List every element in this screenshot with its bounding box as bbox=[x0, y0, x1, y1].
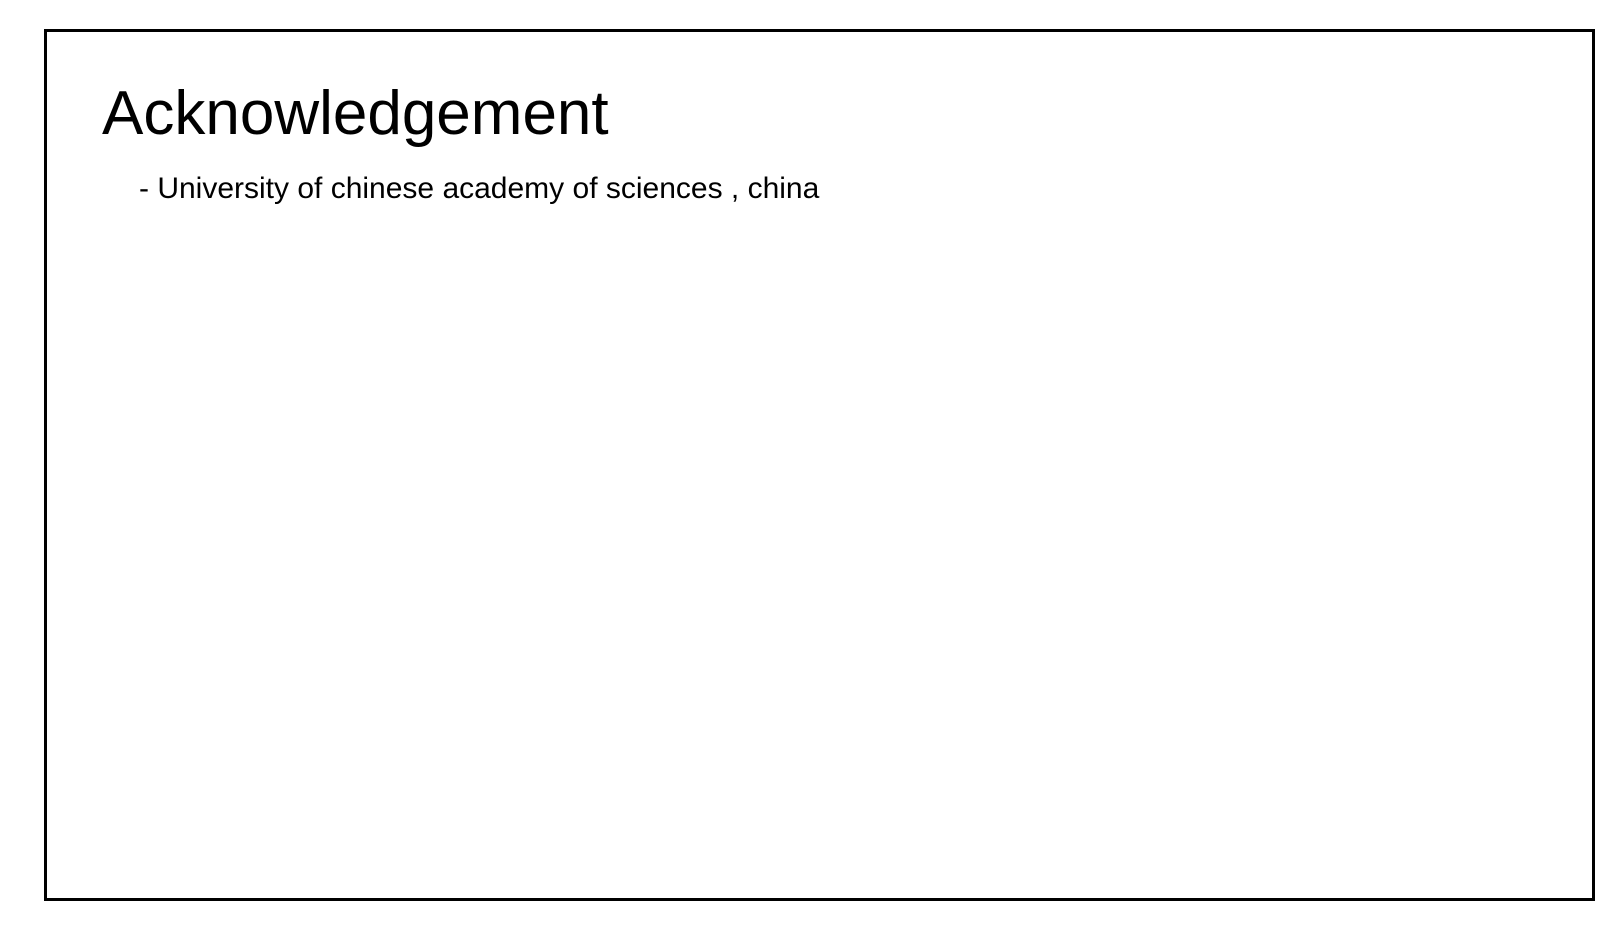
acknowledgement-line: - University of chinese academy of sciences , china bbox=[139, 172, 820, 205]
slide-title: Acknowledgement bbox=[102, 79, 609, 148]
slide-frame bbox=[44, 29, 1595, 901]
